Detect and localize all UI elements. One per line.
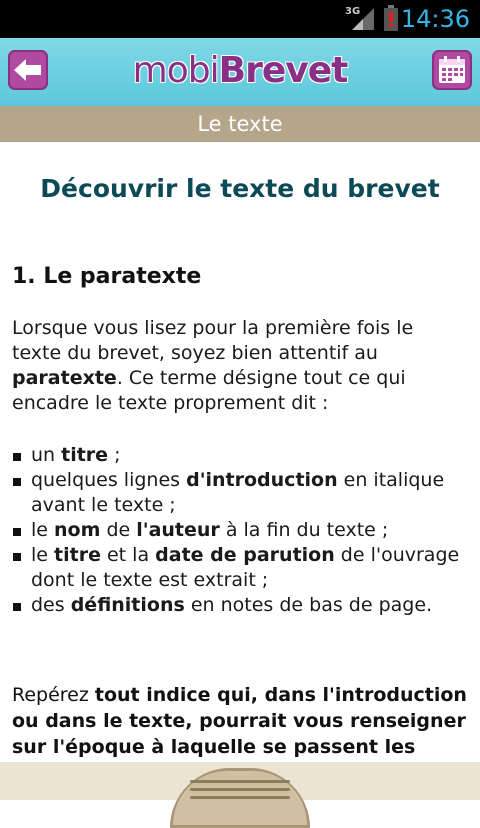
intro-text-start: Lorsque vous lisez pour la première fois le texte du brevet, soyez bien attentif au xyxy=(12,317,414,364)
grip-line xyxy=(190,788,290,791)
grip-line xyxy=(190,796,290,799)
signal-icon xyxy=(352,8,374,30)
list-item-bold: titre xyxy=(61,444,109,466)
battery-low-icon xyxy=(384,5,398,31)
list-item-text: des xyxy=(31,594,71,616)
list-item-text: quelques lignes xyxy=(31,469,187,491)
calendar-icon xyxy=(432,50,472,90)
intro-paragraph xyxy=(12,316,468,416)
bottom-bar xyxy=(0,762,480,800)
list-item xyxy=(12,543,472,593)
list-item-bold: l'auteur xyxy=(136,519,220,541)
page-title: Découvrir le texte du brevet xyxy=(40,174,440,203)
content-area[interactable] xyxy=(0,142,480,762)
logo-prefix: mobi xyxy=(132,50,219,91)
list-item-bold: nom xyxy=(54,519,101,541)
logo-name: Brevet xyxy=(218,50,348,91)
list-item-text: en italique avant le texte ; xyxy=(31,469,445,516)
list-item-text: en notes de bas de page. xyxy=(184,594,433,616)
bullet-square-icon xyxy=(13,453,21,461)
section-title: Le texte xyxy=(197,112,283,136)
clock: 14:36 xyxy=(400,5,470,33)
app-logo xyxy=(0,48,480,94)
list-item xyxy=(12,593,472,618)
paratexte-list xyxy=(12,443,472,618)
bullet-square-icon xyxy=(13,553,21,561)
list-item-text: de xyxy=(100,519,137,541)
final-bold-text: tout indice qui, dans l'introduction ou dans le texte, pourrait vous renseigner sur l'époque à laquelle se passent les xyxy=(12,684,467,758)
list-item-bold: date de parution xyxy=(155,544,335,566)
list-item xyxy=(12,518,472,543)
list-item-bold: titre xyxy=(54,544,101,566)
network-type-label: 3G xyxy=(345,6,361,17)
intro-bold-term: paratexte xyxy=(12,367,117,389)
list-item xyxy=(12,443,472,468)
list-item-text: à la fin du texte ; xyxy=(219,519,389,541)
list-item-text: un xyxy=(31,444,62,466)
list-item xyxy=(12,468,472,518)
section-title-bar xyxy=(0,106,480,142)
list-item-text: le xyxy=(31,544,55,566)
intro-text-end: . Ce terme désigne tout ce qui encadre le texte proprement dit : xyxy=(12,367,406,414)
grip-line xyxy=(190,780,290,783)
bullet-square-icon xyxy=(13,478,21,486)
calendar-button[interactable] xyxy=(432,50,472,90)
app-header xyxy=(0,38,480,106)
drawer-handle[interactable] xyxy=(170,768,310,828)
list-item-text: le xyxy=(31,519,55,541)
bullet-square-icon xyxy=(13,603,21,611)
list-item-text: ; xyxy=(108,444,121,466)
bullet-square-icon xyxy=(13,528,21,536)
list-item-bold: définitions xyxy=(70,594,185,616)
section-heading: 1. Le paratexte xyxy=(12,264,202,289)
status-bar xyxy=(0,0,480,38)
list-item-text: et la xyxy=(100,544,156,566)
final-text-start: Repérez xyxy=(12,684,95,706)
list-item-bold: d'introduction xyxy=(186,469,338,491)
list-item-text: de l'ouvrage dont le texte est extrait ; xyxy=(31,544,460,591)
